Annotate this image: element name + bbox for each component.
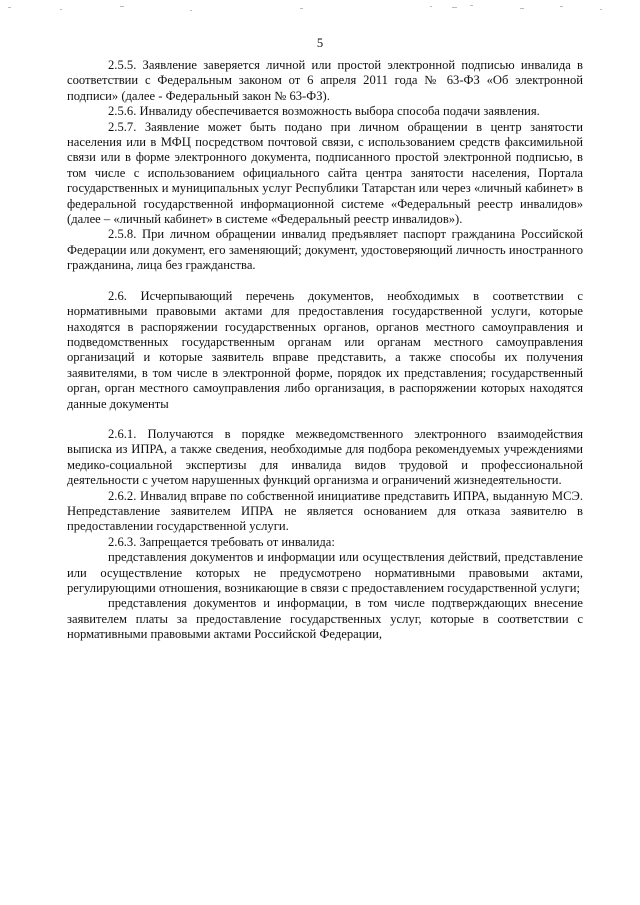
paragraph-2-6-2: 2.6.2. Инвалид вправе по собственной инициативе представить ИПРА, выданную МСЭ. Непредставление заявителем ИПРА не является основанием для отказа заявителю в предоставлении государственной услуги.: [67, 488, 583, 534]
paragraph-2-5-7: 2.5.7. Заявление может быть подано при личном обращении в центр занятости населения или в МФЦ посредством почтовой связи, с использованием средств факсимильной связи или в форме электронного документа, подписанного простой электронной подписью, в том числе с использованием официального сайта центра занятости населения, Портала государственных и муниципальных услуг Республики Татарстан или через «личный кабинет» в федеральной государственной информационной системе «Федеральный реестр инвалидов» (далее – «личный кабинет» в системе «Федеральный реестр инвалидов»).: [67, 119, 583, 227]
document-body: [67, 58, 583, 643]
paragraph-2-6-3-item-2: представления документов и информации, в том числе подтверждающих внесение заявителем платы за предоставление государственных услуг, которые в соответствии с нормативными правовыми актами Российской Федерации,: [67, 596, 583, 642]
section-2-6-heading: 2.6. Исчерпывающий перечень документов, необходимых в соответствии с нормативными правовыми актами для предоставления государственной услуги, которые находятся в распоряжении государственных органов, органов местного самоуправления и подведомственных государственным органам или органам местного самоуправления организаций и которые заявитель вправе представить, а также способы их получения заявителями, в том числе в электронной форме, порядок их представления; государственный орган, орган местного самоуправления либо организация, в распоряжении которых находятся данные документы: [67, 288, 583, 411]
paragraph-2-5-5: 2.5.5. Заявление заверяется личной или простой электронной подписью инвалида в соответствии с Федеральным законом от 6 апреля 2011 года № 63-ФЗ «Об электронной подписи» (далее - Федеральный закон № 63-ФЗ).: [67, 58, 583, 103]
paragraph-2-6-3: 2.6.3. Запрещается требовать от инвалида:: [108, 534, 335, 549]
paragraph-2-6-1: 2.6.1. Получаются в порядке межведомственного электронного взаимодействия выписка из ИПРА, а также сведения, необходимые для подбора рекомендуемых учреждениями медико-социальной экспертизы для инвалида видов трудовой и профессиональной деятельности с учетом нарушенных функций организма и ограничений жизнедеятельности.: [67, 426, 583, 488]
page-number: 5: [316, 36, 324, 50]
scan-artifacts: [0, 4, 640, 14]
paragraph-2-5-8: 2.5.8. При личном обращении инвалид предъявляет паспорт гражданина Российской Федерации или документ, его заменяющий; документ, удостоверяющий личность иностранного гражданина, лица без гражданства.: [67, 227, 583, 273]
paragraph-2-6-3-item-1: представления документов и информации или осуществления действий, представление или осуществление которых не предусмотрено нормативными правовыми актами, регулирующими отношения, возникающие в связи с предоставлением государственной услуги;: [67, 550, 583, 595]
paragraph-2-5-6: 2.5.6. Инвалиду обеспечивается возможность выбора способа подачи заявления.: [108, 104, 540, 119]
